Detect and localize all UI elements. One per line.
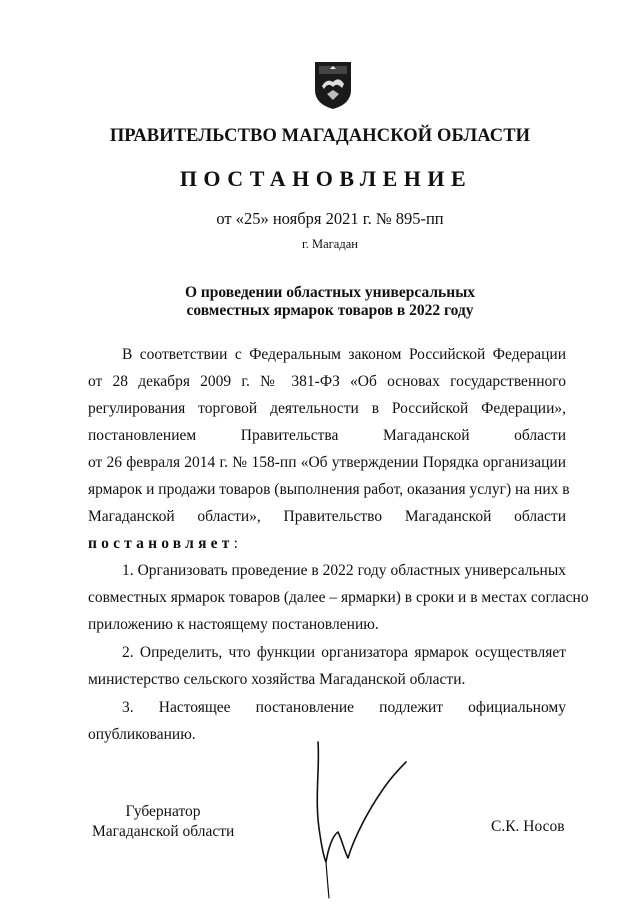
item-line: 1. Организовать проведение в 2022 году областных универсальных	[122, 562, 566, 579]
document-date-number: от «25» ноября 2021 г. № 895-пп	[216, 209, 444, 228]
preamble-line: ярмарок и продажи товаров (выполнения работ, оказания услуг) на них в	[88, 481, 570, 498]
subject-line: О проведении областных универсальных	[184, 284, 476, 301]
document-city: г. Магадан	[302, 237, 358, 251]
decree-colon: :	[233, 535, 238, 552]
signatory-position	[92, 802, 234, 842]
item-line: совместных ярмарок товаров (далее – ярмарки) в сроки и в местах согласно	[88, 589, 589, 606]
subject-line: совместных ярмарок товаров в 2022 году	[186, 302, 474, 319]
item-line: опубликованию.	[88, 726, 196, 743]
signatory-name: С.К. Носов	[491, 818, 565, 835]
preamble-line: от 26 февраля 2014 г. № 158-пп «Об утверждении Порядка организации	[88, 454, 566, 471]
position-line: Губернатор	[125, 803, 201, 820]
item-line: 2. Определить, что функции организатора ярмарок осуществляет	[122, 644, 566, 661]
item-line: приложению к настоящему постановлению.	[88, 616, 379, 633]
decree-word: постановляет	[88, 535, 234, 552]
decree-word-line	[88, 535, 238, 553]
position-line: Магаданской области	[92, 823, 235, 840]
preamble-line: от 28 декабря 2009 г. № 381-ФЗ «Об основах государственного	[88, 373, 566, 390]
document-subject	[0, 284, 640, 320]
item-line: 3. Настоящее постановление подлежит официальному	[122, 699, 566, 716]
preamble-line: постановлением Правительства Магаданской области	[88, 427, 566, 444]
government-title: ПРАВИТЕЛЬСТВО МАГАДАНСКОЙ ОБЛАСТИ	[109, 126, 531, 146]
document-type: ПОСТАНОВЛЕНИЕ	[179, 166, 473, 191]
preamble-line: Магаданской области», Правительство Магаданской области	[88, 508, 566, 525]
handwritten-signature	[308, 740, 410, 900]
coat-of-arms-icon	[313, 60, 353, 110]
item-line: министерство сельского хозяйства Магаданской области.	[88, 671, 466, 688]
preamble-line: регулирования торговой деятельности в Российской Федерации»,	[88, 400, 566, 417]
preamble-line: В соответствии с Федеральным законом Российской Федерации	[122, 346, 566, 363]
